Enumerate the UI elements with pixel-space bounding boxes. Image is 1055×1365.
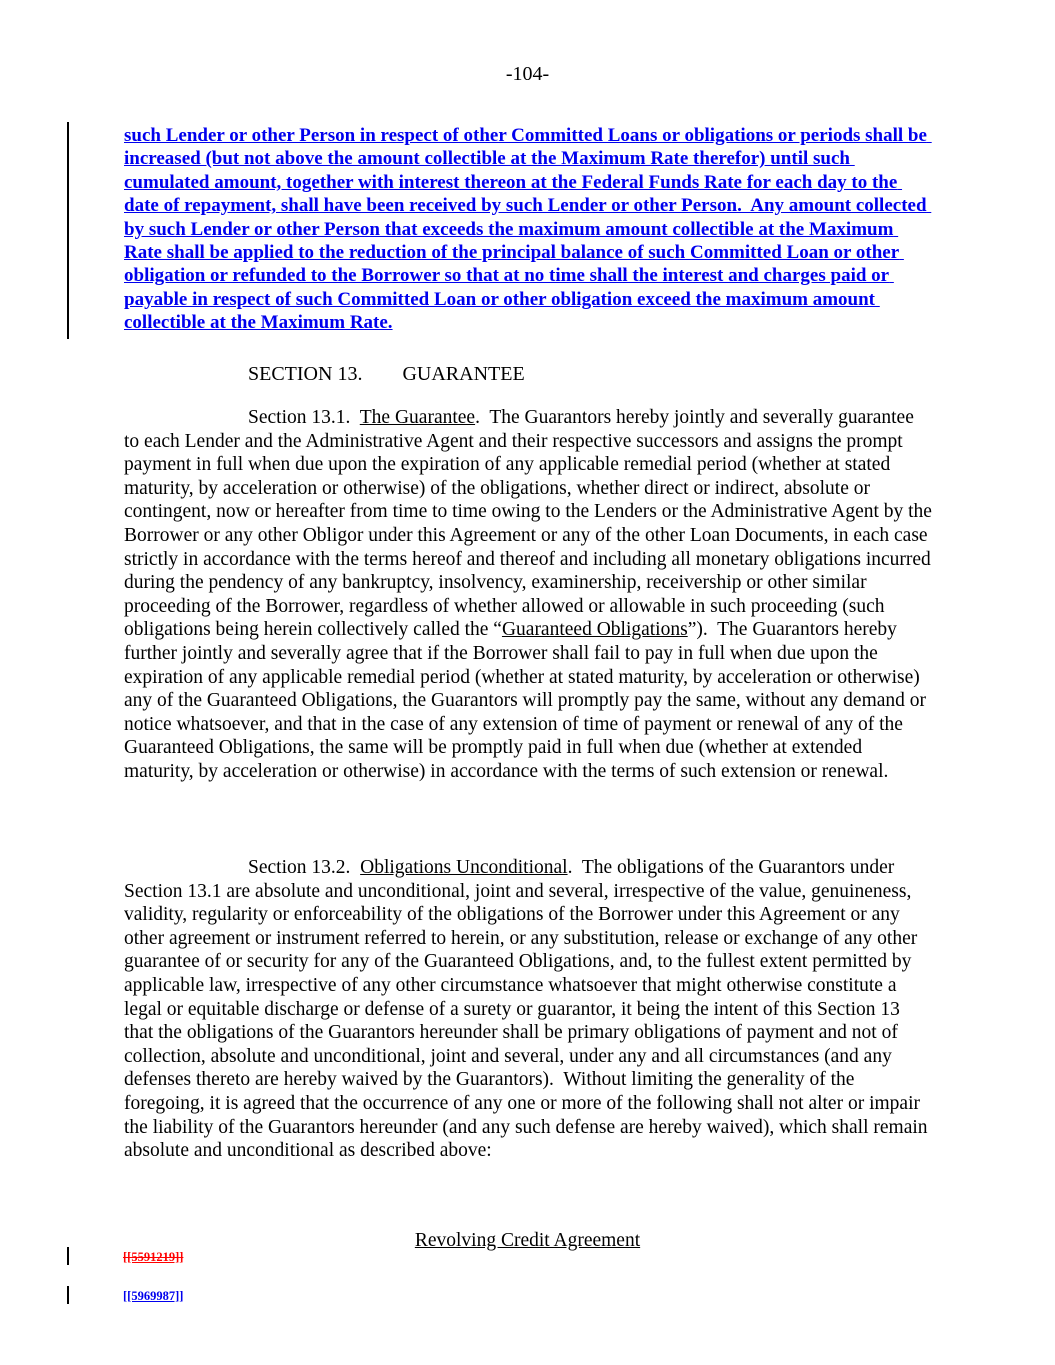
inserted-paragraph-text: such Lender or other Person in respect of other Committed Loans or obligations or periods shall be increased (but not above the amount collectible at the Maximum Rate therefor) until such cumulated amount, together with interest thereon at the Federal Funds Rate for each day to the date of repayment, shall have been received by such Lender or other Person. Any amount collected by such Lender or other Person that exceeds the maximum amount collectible at the Maximum Rate shall be applied to the reduction of the principal balance of such Committed Loan or other obligation or refunded to the Borrower so that at no time shall the interest and charges paid or payable in respect of such Committed Loan or other obligation exceed the maximum amount collectible at the Maximum Rate. [124,125,932,334]
section-13-2-paragraph [124,856,932,1163]
guaranteed-obligations-defined-term: Guaranteed Obligations [501,619,688,641]
change-bar-deleted-doc-id [67,1247,69,1265]
section-13-heading-label: SECTION 13. [248,363,363,385]
section-13-1-paragraph [124,406,937,784]
section-13-1-text-before-term: . The Guarantors hereby jointly and severally guarantee to each Lender and the Administrative Agent and their respective successors and assigns the prompt payment in full when due upon the expiration of any applicable remedial period (whether at stated maturity, by acceleration or otherwise) of the obligations, whether direct or indirect, absolute or contingent, now or hereafter from time to time owing to the Lenders or the Administrative Agent by the Borrower or any other Obligor under this Agreement or any of the other Loan Documents, in each case strictly in accordance with the terms hereof and thereof and including all monetary obligations incurred during the pendency of any bankruptcy, insolvency, examinership, receivership or other similar proceeding of the Borrower, regardless of whether allowed or allowable in such proceeding (such obligations being herein collectively called the “ [124,407,937,641]
section-13-heading [248,363,525,386]
footer [0,1230,1055,1252]
change-bar-inserted-paragraph [67,122,69,339]
section-13-2-label: Section 13.2. [248,857,361,878]
section-13-heading-title: GUARANTEE [402,363,525,385]
section-13-1-title-underlined: The Guarantee [359,407,476,428]
section-13-1-label: Section 13.1. [248,407,360,428]
change-bar-inserted-doc-id [67,1286,69,1304]
section-13-1-text-after-term: ”). The Guarantors hereby further jointly and severally agree that if the Borrower shall fail to pay in full when due upon the expiration of any applicable remedial period (whether at stated maturity, by acceleration or otherwise) any of the Guaranteed Obligations, the Guarantors will promptly pay the same, without any demand or notice whatsoever, and that in the case of any extension of time of payment or renewal of any of the Guaranteed Obligations, the same will be promptly paid in full when due (whether at extended maturity, by acceleration or otherwise) in accordance with the terms of such extension or renewal. [124,619,931,782]
inserted-doc-id-stamp: [[5969987]] [123,1289,184,1303]
page-number: -104- [505,63,550,85]
deleted-doc-id-stamp: [[5591219]] [123,1250,184,1264]
section-13-2-title-underlined: Obligations Unconditional [360,857,568,878]
inserted-paragraph [124,124,936,335]
section-13-2-text: . The obligations of the Guarantors under Section 13.1 are absolute and unconditional, joint and several, irrespective of the value, genuineness, validity, regularity or enforceability of the obligations of the Borrower under this Agreement or any other agreement or instrument referred to herein, or any substitution, release or exchange of any other guarantee of or security for any of the Guaranteed Obligations, and, to the fullest extent permitted by applicable law, irrespective of any other circumstance whatsoever that might otherwise constitute a legal or equitable discharge or defense of a surety or guarantor, it being the intent of this Section 13 that the obligations of the Guarantors hereunder shall be primary obligations of payment and not of collection, absolute and unconditional, joint and several, under any and all circumstances (and any defenses thereto are hereby waived by the Guarantors). Without limiting the generality of the foregoing, it is agreed that the occurrence of any one or more of the following shall not alter or impair the liability of the Guarantors hereunder (and any such defense are hereby waived), which shall remain absolute and unconditional as described above: [124,857,933,1162]
document-title: Revolving Credit Agreement [414,1230,641,1251]
